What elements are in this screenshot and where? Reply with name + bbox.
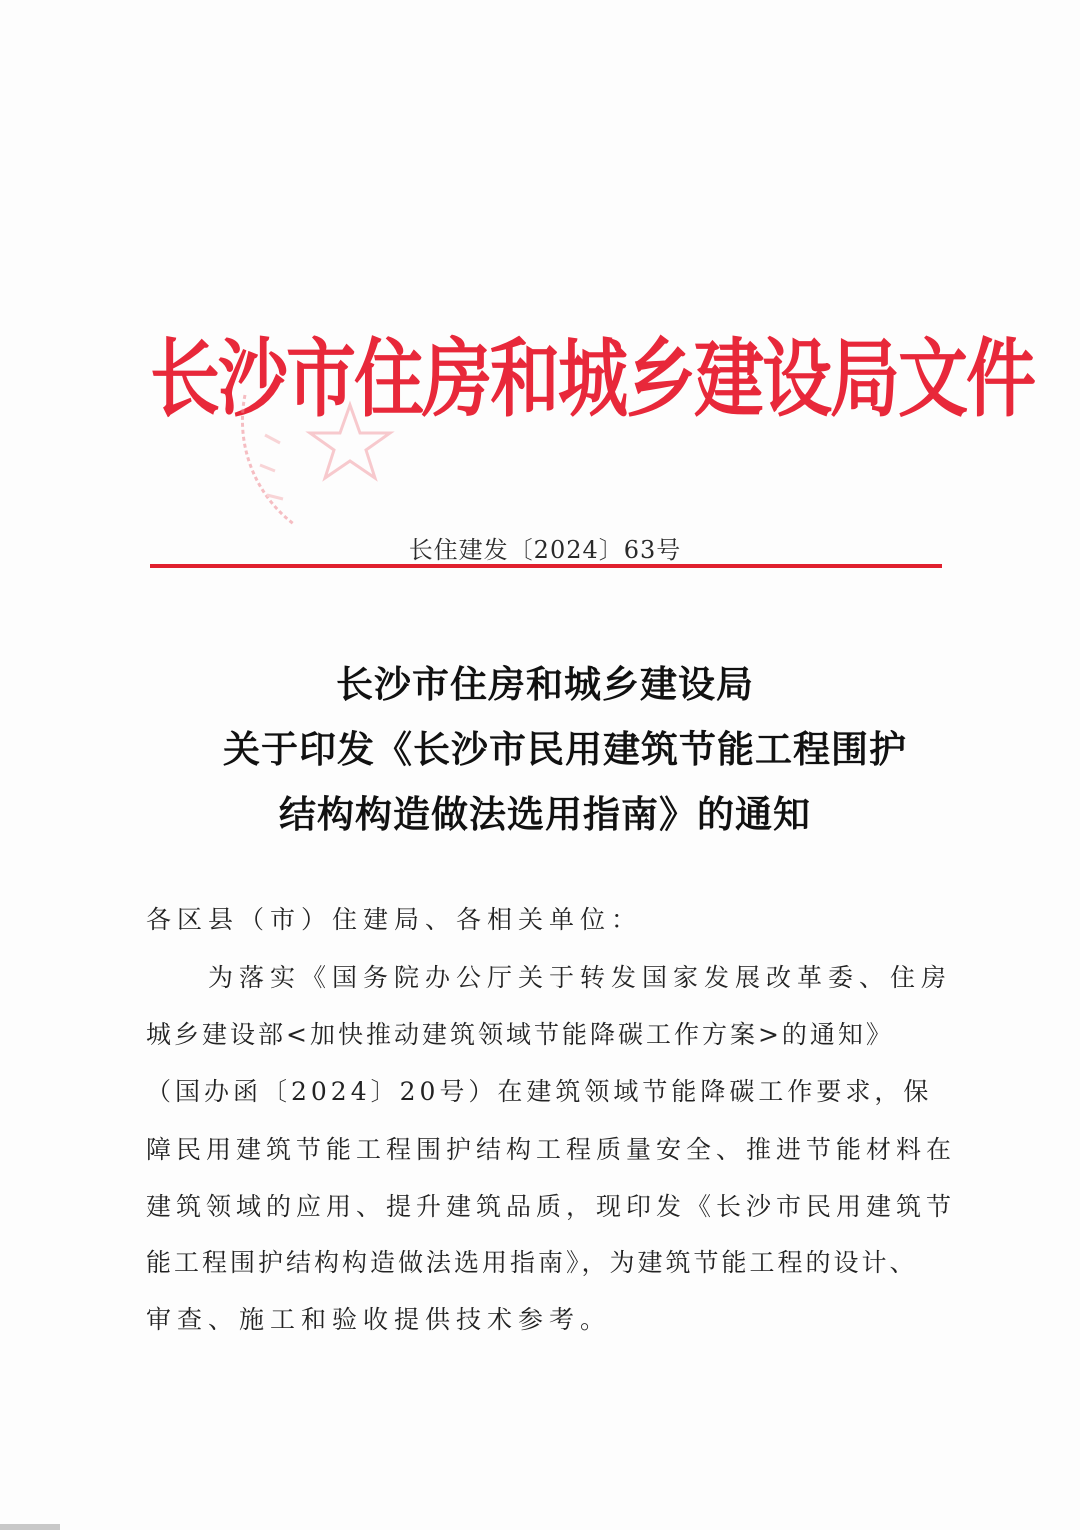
seal-stamp	[205, 385, 475, 535]
issuer-header: 长沙市住房和城乡建设局文件	[150, 327, 1034, 430]
title-line-3: 结构构造做法选用指南》的通知	[279, 793, 811, 836]
title-line-2: 关于印发《长沙市民用建筑节能工程围护	[223, 728, 907, 771]
body-line: 障民用建筑节能工程围护结构工程质量安全、推进节能材料在	[146, 1135, 957, 1164]
title-line-1: 长沙市住房和城乡建设局	[336, 663, 754, 706]
document-number: 长住建发〔2024〕63号	[408, 536, 682, 564]
body-line: 审查、施工和验收提供技术参考。	[146, 1305, 612, 1334]
body-line: 为落实《国务院办公厅关于转发国家发展改革委、住房	[208, 963, 953, 992]
scan-edge-mark	[0, 1524, 60, 1530]
body-line: 城乡建设部<加快推动建筑领域节能降碳工作方案>的通知》	[146, 1020, 894, 1049]
salutation: 各区县（市）住建局、各相关单位：	[146, 905, 643, 934]
body-line: 建筑领域的应用、提升建筑品质，现印发《长沙市民用建筑节	[146, 1192, 957, 1221]
body-line: （国办函〔2024〕20号）在建筑领域节能降碳工作要求，保	[146, 1077, 933, 1106]
header-divider	[150, 564, 942, 568]
body-line: 能工程围护结构构造做法选用指南》，为建筑节能工程的设计、	[146, 1248, 918, 1277]
